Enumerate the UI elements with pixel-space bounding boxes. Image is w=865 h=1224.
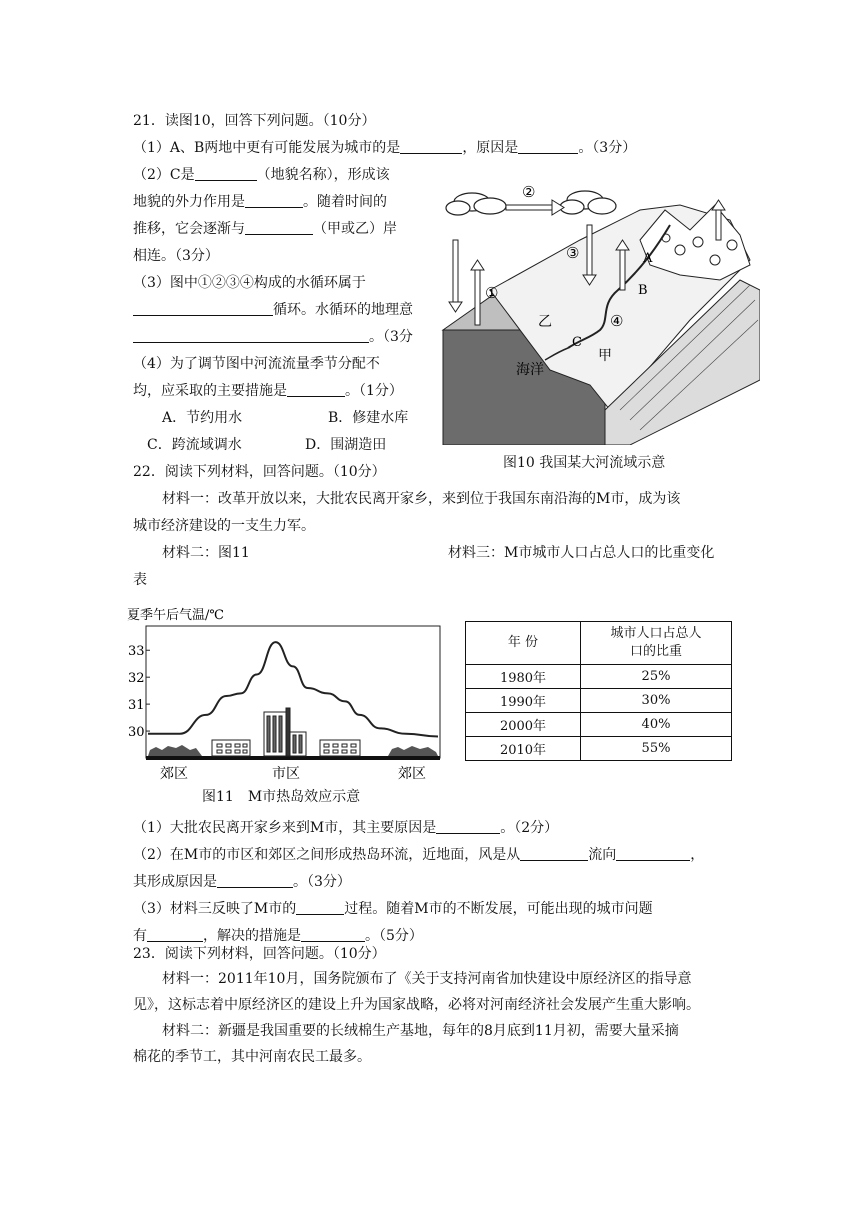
building-icon bbox=[212, 740, 250, 756]
label-c: C bbox=[572, 335, 582, 350]
q21-part2-line2: 地貌的外力作用是 。随着时间的 bbox=[133, 194, 387, 210]
label-4: ④ bbox=[610, 312, 624, 330]
label-2: ② bbox=[522, 183, 536, 201]
answer-blank[interactable] bbox=[518, 139, 578, 154]
q21-part4-line2: 均，应采取的主要措施是 。（1分） bbox=[133, 383, 403, 399]
q22-part2-line2: 其形成原因是 。（3分） bbox=[133, 874, 351, 890]
option-c[interactable]: C．跨流域调水 bbox=[147, 437, 242, 453]
y-tick-label: 33 bbox=[128, 644, 145, 660]
figure-11-caption: 图11 M市热岛效应示意 bbox=[202, 789, 361, 805]
q22-part3-line2: 有 ，解决的措施是 。（5分） bbox=[133, 928, 423, 944]
answer-blank[interactable] bbox=[245, 193, 303, 208]
label-3: ③ bbox=[566, 244, 580, 262]
xlabel-suburb-right: 郊区 bbox=[398, 766, 426, 782]
q22-part2-line1: （2）在M市的市区和郊区之间形成热岛环流，近地面，风是从 流向 ， bbox=[133, 847, 705, 863]
label-b: B bbox=[638, 283, 648, 298]
y-tick-label: 30 bbox=[128, 725, 145, 741]
label-1: ① bbox=[485, 284, 499, 302]
q21-part3-line3: 。（3分 bbox=[133, 327, 413, 347]
river-basin-figure bbox=[440, 180, 760, 445]
y-tick-label: 31 bbox=[128, 698, 145, 714]
q22-material1-line2: 城市经济建设的一支生力军。 bbox=[133, 518, 315, 534]
q23-material1-line2: 见》，这标志着中原经济区的建设上升为国家战略，必将对河南经济社会发展产生重大影响。 bbox=[133, 997, 700, 1013]
answer-blank[interactable] bbox=[616, 846, 690, 861]
q21-part3-line1: （3）图中①②③④构成的水循环属于 bbox=[133, 275, 366, 291]
q21-part2-line1: （2）C是 （地貌名称），形成该 bbox=[133, 167, 390, 183]
arrow-2-icon bbox=[506, 200, 564, 215]
q21-title: 21．读图10，回答下列问题。（10分） bbox=[133, 113, 376, 129]
ground-line bbox=[146, 756, 440, 760]
header-ratio: 城市人口占总人口的比重 bbox=[581, 622, 732, 665]
answer-blank[interactable] bbox=[195, 166, 257, 181]
arrow-1-icon bbox=[449, 240, 484, 325]
answer-blank[interactable] bbox=[133, 301, 273, 316]
heat-island-chart bbox=[126, 602, 444, 784]
label-jia: 甲 bbox=[598, 348, 612, 364]
xlabel-urban: 市区 bbox=[272, 766, 300, 782]
answer-blank[interactable] bbox=[296, 900, 344, 915]
q21-part2-line3: 推移，它会逐渐与 （甲或乙）岸 bbox=[133, 221, 397, 237]
table-header-row bbox=[466, 622, 732, 665]
cloud-icon bbox=[560, 191, 616, 214]
option-a[interactable]: A．节约用水 bbox=[162, 410, 243, 426]
q22-material3-line2: 表 bbox=[133, 572, 147, 588]
answer-blank[interactable] bbox=[287, 382, 345, 397]
answer-blank[interactable] bbox=[147, 927, 203, 942]
q22-material2: 材料二：图11 bbox=[162, 545, 250, 561]
q22-material1-line1: 材料一：改革开放以来，大批农民离开家乡，来到位于我国东南沿海的M市，成为该 bbox=[162, 491, 681, 507]
label-ocean: 海洋 bbox=[516, 362, 544, 378]
header-year: 年 份 bbox=[466, 622, 581, 665]
q22-title: 22．阅读下列材料，回答问题。（10分） bbox=[133, 464, 386, 480]
table-row: 1980年 25% bbox=[466, 665, 732, 689]
xlabel-suburb-left: 郊区 bbox=[160, 766, 188, 782]
answer-blank[interactable] bbox=[245, 220, 313, 235]
answer-blank[interactable] bbox=[400, 139, 462, 154]
building-icon bbox=[320, 740, 360, 756]
q21-part4-line1: （4）为了调节图中河流流量季节分配不 bbox=[133, 356, 380, 372]
q23-title: 23．阅读下列材料，回答问题。（10分） bbox=[133, 946, 386, 962]
q23-material2-line1: 材料二：新疆是我国重要的长绒棉生产基地，每年的8月底到11月初，需要大量采摘 bbox=[162, 1023, 679, 1039]
q23-material1-line1: 材料一：2011年10月，国务院颁布了《关于支持河南省加快建设中原经济区的指导意 bbox=[162, 971, 692, 987]
answer-blank[interactable] bbox=[436, 819, 500, 834]
q21-part1: （1）A、B两地中更有可能发展为城市的是 ，原因是 。（3分） bbox=[133, 140, 637, 156]
answer-blank[interactable] bbox=[133, 328, 369, 343]
q21-part3-line2: 循环。水循环的地理意 bbox=[133, 300, 413, 320]
answer-blank[interactable] bbox=[301, 927, 365, 942]
cloud-icon bbox=[446, 193, 506, 215]
label-a: A bbox=[643, 251, 653, 266]
answer-blank[interactable] bbox=[217, 873, 293, 888]
option-b[interactable]: B．修建水库 bbox=[328, 410, 409, 426]
figure-10-caption: 图10 我国某大河流域示意 bbox=[503, 455, 666, 471]
chart-ylabel: 夏季午后气温/℃ bbox=[127, 608, 224, 623]
q23-material2-line2: 棉花的季节工，其中河南农民工最多。 bbox=[133, 1049, 371, 1065]
q21-part2-line4: 相连。（3分） bbox=[133, 248, 219, 264]
answer-blank[interactable] bbox=[520, 846, 588, 861]
table-row: 2010年 55% bbox=[466, 737, 732, 761]
label-yi: 乙 bbox=[538, 314, 552, 330]
urban-population-table bbox=[465, 621, 732, 761]
q22-part3-line1: （3）材料三反映了M市的 过程。随着M市的不断发展，可能出现的城市问题 bbox=[133, 901, 653, 917]
q22-material3-line1: 材料三：M市城市人口占总人口的比重变化 bbox=[448, 545, 715, 561]
y-tick-label: 32 bbox=[128, 671, 145, 687]
option-d[interactable]: D．围湖造田 bbox=[305, 437, 387, 453]
q22-part1: （1）大批农民离开家乡来到M市，其主要原因是 。（2分） bbox=[133, 820, 559, 836]
table-row: 2000年 40% bbox=[466, 713, 732, 737]
table-row: 1990年 30% bbox=[466, 689, 732, 713]
